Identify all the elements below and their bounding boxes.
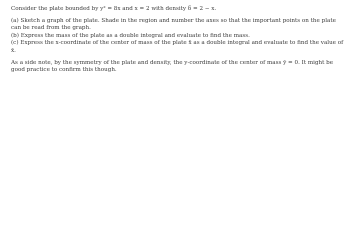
part-c	[11, 40, 344, 55]
part-b-label: (b)	[11, 32, 19, 39]
side-note: As a side note, by the symmetry of the plate and density, the y-coordinate of the center of mass ȳ = 0. It might be good practice to confirm this though.	[11, 59, 334, 74]
problem-document	[11, 6, 344, 79]
part-c-label: (c)	[11, 40, 19, 47]
part-c-text: Express the x-coordinate of the center of mass of the plate x̄ as a double integral and evaluate to find the value of x̄.	[11, 40, 344, 54]
problem-intro: Consider the plate bounded by y² = 8x and x = 2 with density δ = 2 − x.	[11, 6, 217, 12]
part-a-label: (a)	[11, 17, 19, 24]
part-a-text: Sketch a graph of the plate. Shade in the region and number the axes so that the important points on the plate can be read from the graph.	[11, 17, 336, 32]
part-b-text: Express the mass of the plate as a double integral and evaluate to find the mass.	[20, 32, 250, 39]
part-a	[11, 18, 344, 33]
